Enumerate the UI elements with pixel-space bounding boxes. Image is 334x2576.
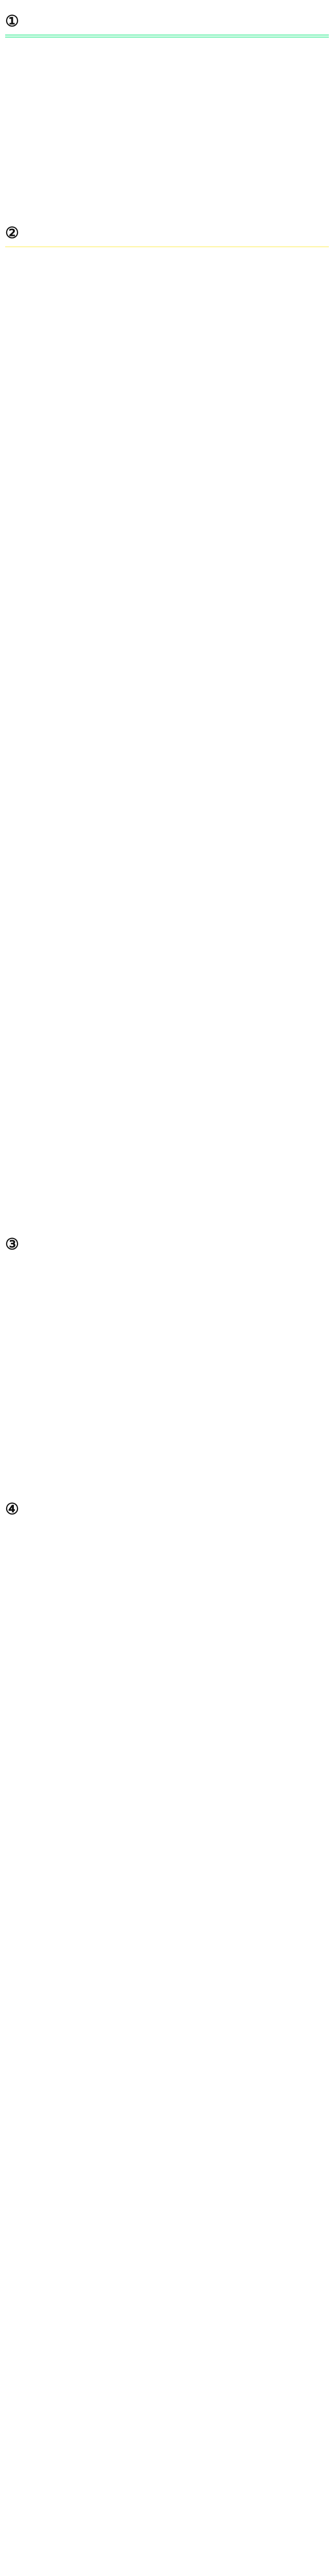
entry-row (5, 454, 329, 463)
entry-row (5, 680, 329, 688)
entry-row (5, 1650, 329, 1658)
entry-row (5, 1522, 329, 1531)
entry-row (5, 748, 329, 756)
entry-row (5, 1130, 329, 1138)
entry-row (5, 1336, 329, 1344)
entry-row (5, 601, 329, 609)
section-2-note (5, 246, 329, 247)
entry-row (5, 1571, 329, 1580)
entry-row (5, 1806, 329, 1815)
section-1-number: ① (5, 12, 19, 30)
entry-row (5, 278, 329, 286)
entry-row (5, 1179, 329, 1187)
stat-row (5, 94, 329, 104)
entry-row (5, 983, 329, 991)
entry-row (5, 1444, 329, 1452)
entry-row (5, 1640, 329, 1648)
entry-list (5, 1522, 329, 1854)
entry-list (5, 1258, 329, 1491)
stat-row (5, 85, 329, 94)
entry-row (5, 914, 329, 923)
entry-row (5, 327, 329, 335)
entry-row (5, 963, 329, 972)
entry-row (5, 1797, 329, 1805)
entry-row (5, 826, 329, 835)
entry-row (5, 533, 329, 541)
entry-row (5, 376, 329, 384)
entry-row (5, 298, 329, 306)
entry-row (5, 934, 329, 942)
entry-row (5, 1718, 329, 1726)
entry-row (5, 1159, 329, 1167)
entry-row (5, 308, 329, 316)
entry-row (5, 856, 329, 864)
entry-row (5, 1473, 329, 1481)
stat-row (5, 159, 329, 168)
entry-row (5, 709, 329, 717)
entry-row (5, 464, 329, 472)
entry-row (5, 268, 329, 277)
entry-row (5, 1355, 329, 1364)
entry-row (5, 1375, 329, 1383)
stat-row (5, 178, 329, 187)
entry-row (5, 1757, 329, 1766)
entry-row (5, 249, 329, 257)
entry-row (5, 866, 329, 874)
entry-row (5, 1591, 329, 1599)
entry-row (5, 347, 329, 355)
entry-row (5, 503, 329, 512)
stat-row (5, 206, 329, 215)
section-1 (5, 12, 329, 215)
entry-row (5, 386, 329, 394)
section-2-title (5, 224, 329, 242)
entry-row (5, 1198, 329, 1207)
entry-row (5, 1032, 329, 1040)
section-4 (5, 1500, 329, 1854)
entry-row (5, 895, 329, 903)
entry-row (5, 1385, 329, 1393)
entry-row (5, 1483, 329, 1491)
entry-row (5, 1463, 329, 1471)
entry-row (5, 787, 329, 795)
entry-row (5, 1071, 329, 1079)
entry-row (5, 905, 329, 913)
stat-row (5, 39, 329, 48)
entry-row (5, 650, 329, 658)
entry-row (5, 1277, 329, 1285)
entry-row (5, 1738, 329, 1746)
entry-row (5, 1424, 329, 1432)
entry-row (5, 797, 329, 805)
entry-row (5, 1708, 329, 1717)
entry-row (5, 1777, 329, 1785)
entry-row (5, 1669, 329, 1677)
stat-row (5, 66, 329, 76)
entry-row (5, 670, 329, 678)
entry-row (5, 1297, 329, 1305)
entry-row (5, 924, 329, 933)
stat-row (5, 168, 329, 178)
entry-row (5, 768, 329, 776)
entry-row (5, 1620, 329, 1629)
entry-row (5, 1307, 329, 1315)
stat-row (5, 57, 329, 66)
entry-row (5, 474, 329, 482)
entry-row (5, 1110, 329, 1118)
stat-row (5, 150, 329, 159)
entry-row (5, 1189, 329, 1197)
entry-row (5, 484, 329, 492)
entry-row (5, 317, 329, 326)
entry-row (5, 660, 329, 668)
entry-row (5, 1326, 329, 1334)
entry-row (5, 1434, 329, 1442)
section-2-number: ② (5, 224, 19, 242)
entry-row (5, 719, 329, 727)
entry-row (5, 1826, 329, 1834)
entry-row (5, 689, 329, 698)
entry-row (5, 699, 329, 707)
entry-row (5, 1091, 329, 1099)
entry-row (5, 1787, 329, 1795)
stat-row (5, 76, 329, 85)
entry-row (5, 1022, 329, 1030)
stat-row (5, 187, 329, 196)
entry-list (5, 249, 329, 1226)
section-4-number: ④ (5, 1500, 19, 1518)
section-2 (5, 224, 329, 1226)
entry-row (5, 1258, 329, 1266)
entry-row (5, 513, 329, 521)
entry-row (5, 445, 329, 453)
entry-row (5, 1611, 329, 1619)
section-3-title (5, 1235, 329, 1253)
stat-row (5, 104, 329, 113)
entry-row (5, 777, 329, 786)
entry-row (5, 494, 329, 502)
entry-row (5, 543, 329, 551)
entry-row (5, 1542, 329, 1550)
entry-row (5, 640, 329, 649)
entry-row (5, 435, 329, 443)
entry-row (5, 1699, 329, 1707)
entry-row (5, 1748, 329, 1756)
entry-row (5, 1453, 329, 1462)
stat-row (5, 48, 329, 57)
entry-row (5, 562, 329, 570)
section-1-title (5, 12, 329, 30)
entry-row (5, 357, 329, 365)
entry-row (5, 738, 329, 747)
entry-row (5, 1581, 329, 1589)
entry-row (5, 591, 329, 600)
entry-row (5, 1689, 329, 1697)
entry-row (5, 572, 329, 580)
entry-row (5, 1169, 329, 1177)
entry-row (5, 1404, 329, 1413)
entry-row (5, 993, 329, 1001)
entry-row (5, 337, 329, 345)
entry-row (5, 758, 329, 766)
stat-row (5, 141, 329, 150)
entry-row (5, 1679, 329, 1687)
entry-row (5, 1267, 329, 1276)
entry-row (5, 396, 329, 404)
entry-row (5, 846, 329, 854)
stat-list (5, 39, 329, 215)
entry-row (5, 1836, 329, 1844)
entry-row (5, 1630, 329, 1638)
entry-row (5, 1061, 329, 1070)
entry-row (5, 728, 329, 737)
entry-row (5, 1395, 329, 1403)
entry-row (5, 621, 329, 629)
entry-row (5, 523, 329, 531)
stat-row (5, 122, 329, 131)
entry-row (5, 405, 329, 414)
entry-row (5, 1052, 329, 1060)
entry-row (5, 1562, 329, 1570)
stat-row (5, 113, 329, 122)
entry-row (5, 1414, 329, 1422)
section-4-title (5, 1500, 329, 1518)
entry-row (5, 552, 329, 561)
entry-row (5, 1601, 329, 1609)
entry-row (5, 1365, 329, 1374)
entry-row (5, 807, 329, 815)
entry-row (5, 1316, 329, 1325)
section-1-note (5, 37, 329, 38)
section-3 (5, 1235, 329, 1491)
entry-row (5, 1149, 329, 1158)
entry-row (5, 1081, 329, 1089)
entry-row (5, 366, 329, 375)
entry-row (5, 1659, 329, 1668)
entry-row (5, 1346, 329, 1354)
entry-row (5, 944, 329, 952)
entry-row (5, 425, 329, 433)
entry-row (5, 631, 329, 639)
entry-row (5, 1816, 329, 1824)
entry-row (5, 885, 329, 893)
entry-row (5, 1218, 329, 1226)
entry-row (5, 1100, 329, 1109)
entry-row (5, 1120, 329, 1128)
entry-row (5, 1003, 329, 1011)
section-3-number: ③ (5, 1235, 19, 1253)
entry-row (5, 836, 329, 844)
entry-row (5, 1287, 329, 1295)
stat-row (5, 131, 329, 141)
stat-row (5, 196, 329, 206)
entry-row (5, 1042, 329, 1050)
entry-row (5, 582, 329, 590)
entry-row (5, 415, 329, 423)
entry-row (5, 875, 329, 884)
entry-row (5, 611, 329, 619)
entry-row (5, 1728, 329, 1736)
entry-row (5, 1140, 329, 1148)
entry-row (5, 1552, 329, 1560)
entry-row (5, 259, 329, 267)
entry-row (5, 1012, 329, 1021)
entry-row (5, 954, 329, 962)
entry-row (5, 1208, 329, 1216)
entry-row (5, 973, 329, 981)
section-1-note (5, 35, 329, 36)
entry-row (5, 817, 329, 825)
entry-row (5, 288, 329, 296)
entry-row (5, 1767, 329, 1775)
entry-row (5, 1845, 329, 1854)
entry-row (5, 1532, 329, 1540)
